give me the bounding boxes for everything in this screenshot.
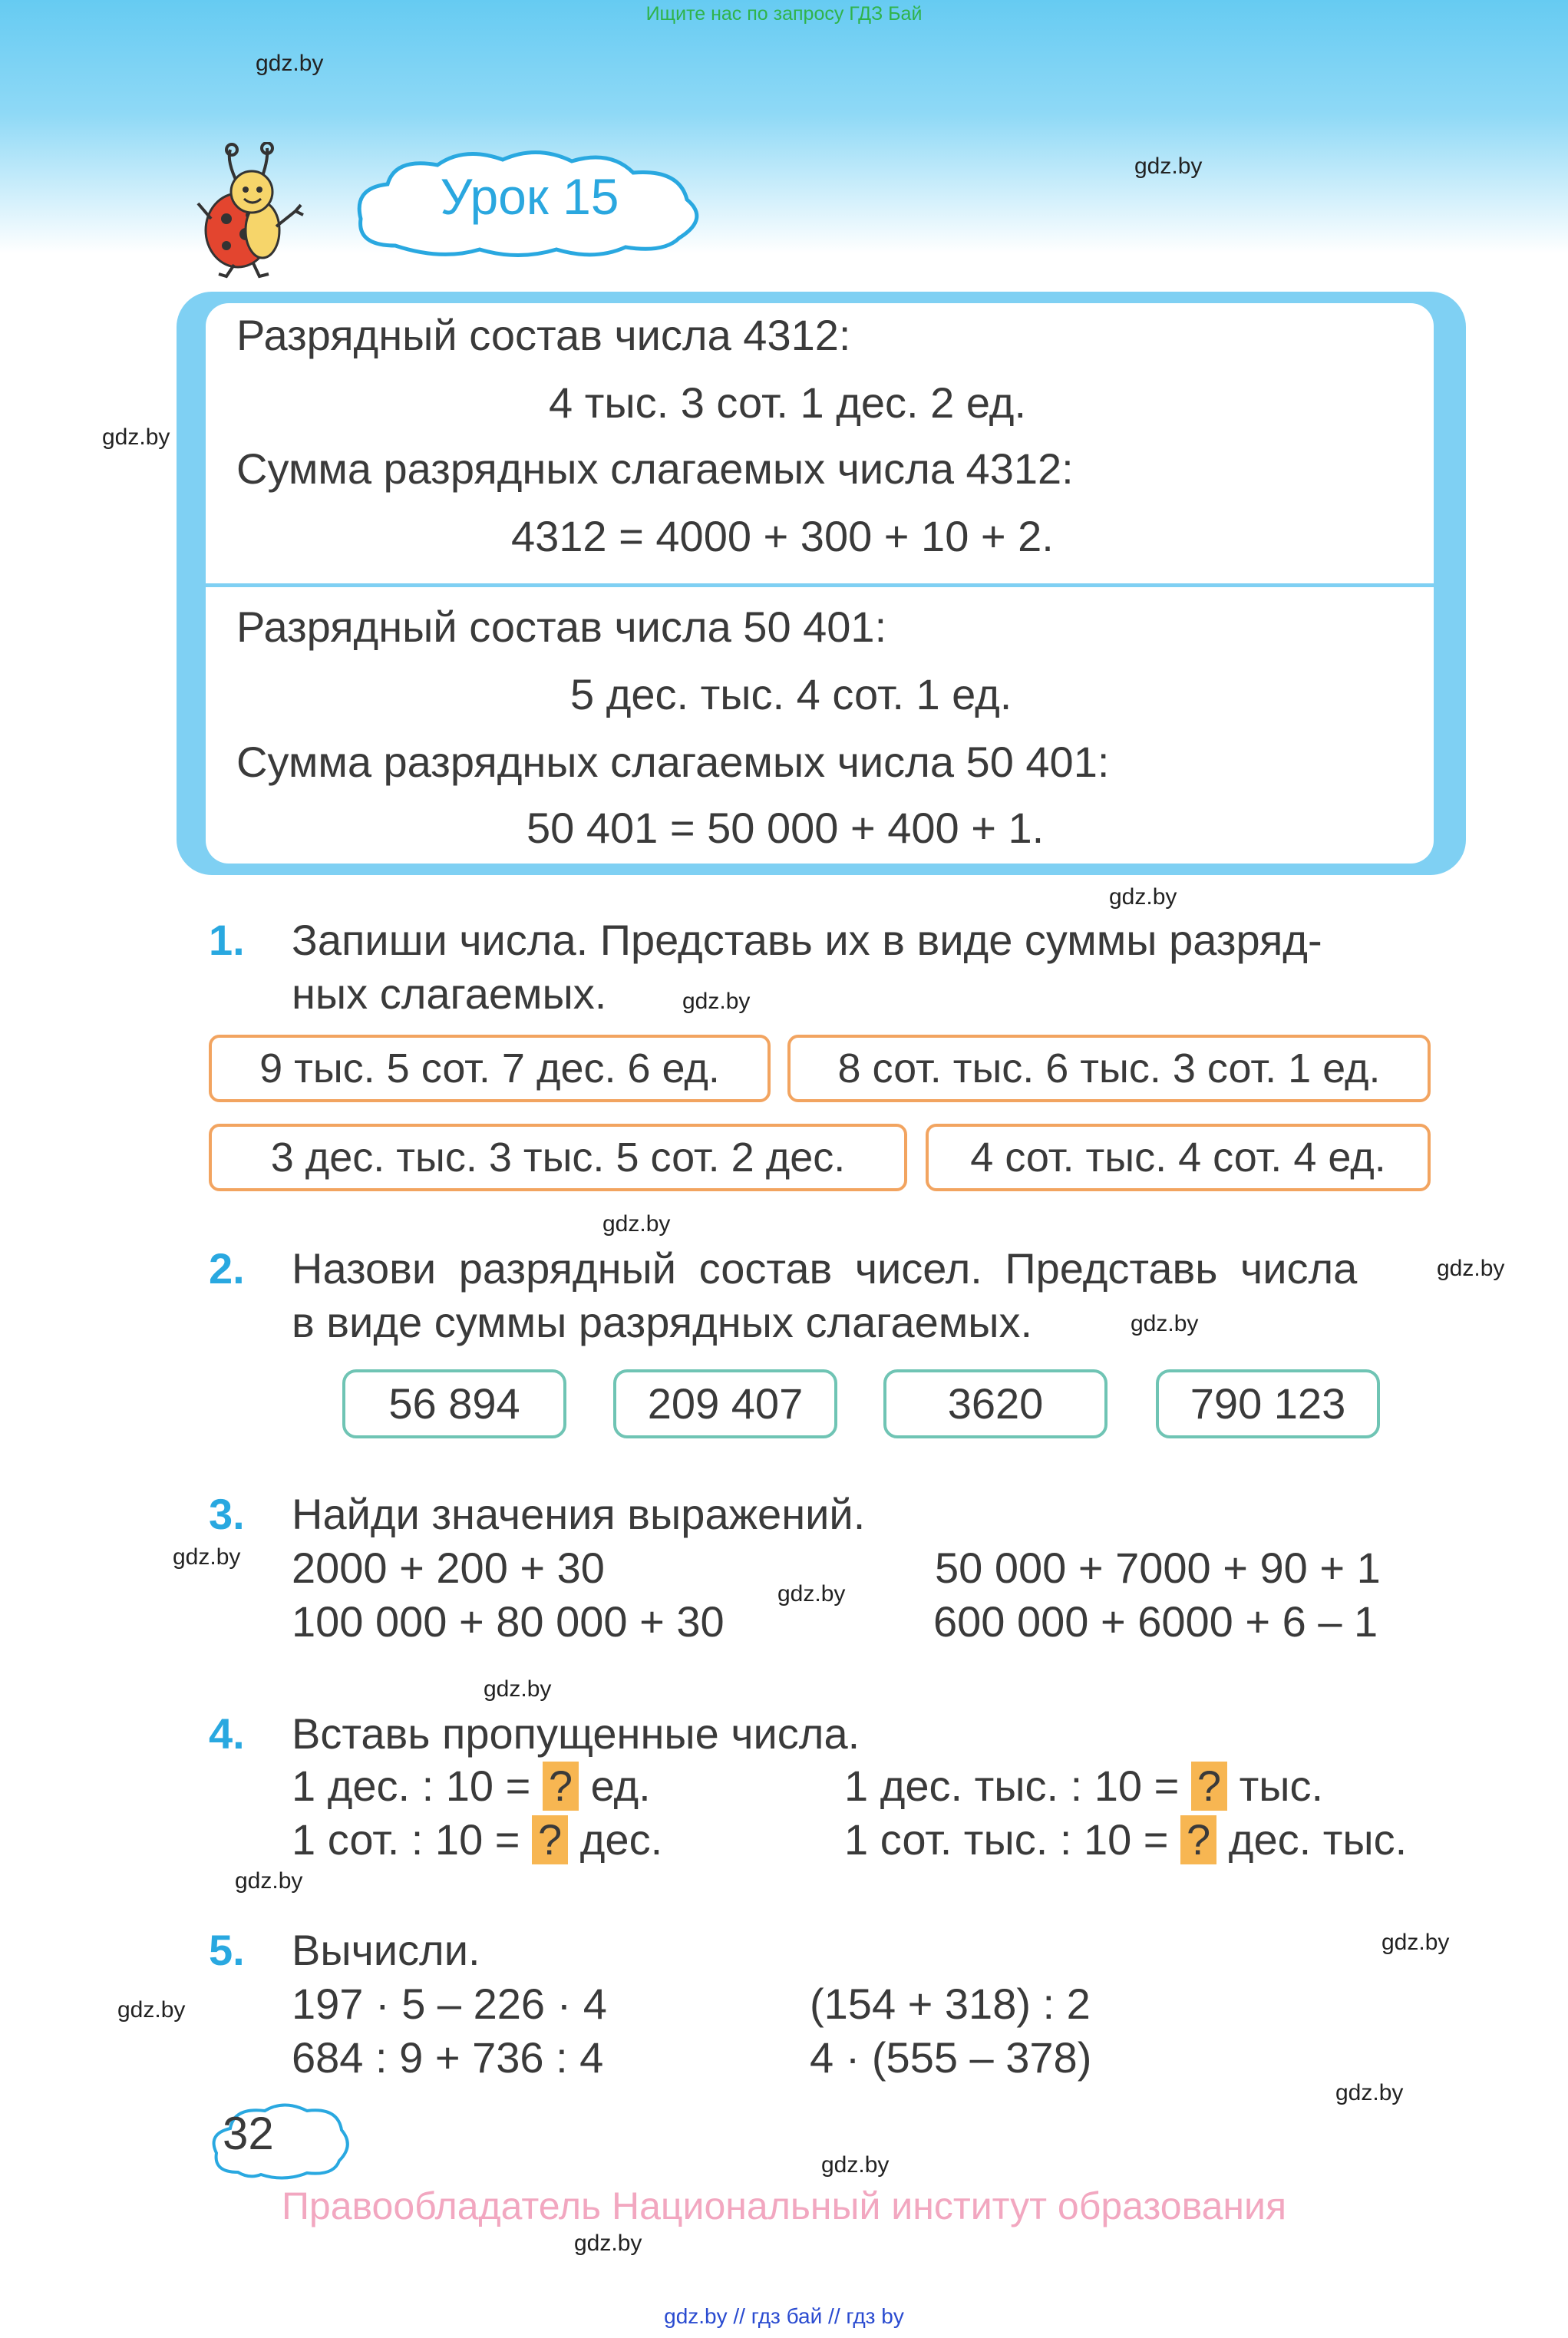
task-number: 5.	[209, 1926, 245, 1974]
task-number: 4.	[209, 1709, 245, 1758]
expression: 4 · (555 – 378)	[810, 2033, 1092, 2082]
missing-number-box[interactable]: ?	[532, 1815, 568, 1864]
theory-line: Сумма разрядных слагаемых числа 4312:	[236, 444, 1074, 493]
task-text: Найди значения выражений.	[292, 1490, 866, 1538]
footer-links[interactable]: gdz.by // гдз бай // гдз by	[664, 2304, 904, 2328]
watermark: gdz.by	[1381, 1930, 1450, 1955]
number-card: 3 дес. тыс. 3 тыс. 5 сот. 2 дес.	[209, 1124, 907, 1191]
watermark: gdz.by	[1437, 1256, 1505, 1281]
equation-unit: тыс.	[1227, 1762, 1324, 1810]
task-text: ных слагаемых.	[292, 969, 607, 1018]
expression: 2000 + 200 + 30	[292, 1544, 605, 1592]
ladybug-icon	[192, 142, 307, 280]
theory-line: Разрядный состав числа 50 401:	[236, 603, 887, 651]
expression: 684 : 9 + 736 : 4	[292, 2033, 604, 2082]
equation-left: 1 сот. тыс. : 10 =	[844, 1815, 1181, 1864]
equation	[844, 1815, 1407, 1864]
task-text: в виде суммы разрядных слагаемых.	[292, 1298, 1033, 1346]
theory-line: 5 дес. тыс. 4 сот. 1 ед.	[570, 670, 1012, 718]
watermark: gdz.by	[1335, 2080, 1404, 2105]
theory-line: 50 401 = 50 000 + 400 + 1.	[527, 804, 1045, 852]
watermark: gdz.by	[173, 1544, 241, 1570]
missing-number-box[interactable]: ?	[543, 1762, 579, 1811]
page-title: Урок 15	[440, 168, 619, 225]
equation-left: 1 сот. : 10 =	[292, 1815, 533, 1864]
number-card: 8 сот. тыс. 6 тыс. 3 сот. 1 ед.	[787, 1035, 1431, 1102]
task-text: Вставь пропущенные числа.	[292, 1709, 860, 1758]
equation-left: 1 дес. : 10 =	[292, 1762, 543, 1810]
task-number: 1.	[209, 916, 245, 964]
task-text: Запиши числа. Представь их в виде суммы разряд-	[292, 916, 1322, 964]
number-card: 9 тыс. 5 сот. 7 дес. 6 ед.	[209, 1035, 771, 1102]
page-number: 32	[223, 2108, 274, 2159]
task-number: 2.	[209, 1244, 245, 1293]
watermark: gdz.by	[235, 1868, 303, 1894]
theory-line: Разрядный состав числа 4312:	[236, 311, 851, 359]
expression: 100 000 + 80 000 + 30	[292, 1597, 725, 1646]
watermark: gdz.by	[682, 989, 751, 1014]
watermark: gdz.by	[602, 1211, 671, 1237]
missing-number-box[interactable]: ?	[1180, 1815, 1216, 1864]
expression: 600 000 + 6000 + 6 – 1	[933, 1597, 1378, 1646]
equation	[292, 1815, 662, 1864]
watermark: gdz.by	[1134, 154, 1203, 179]
watermark: gdz.by	[574, 2231, 642, 2256]
number-card: 3620	[883, 1369, 1108, 1438]
number-card: 209 407	[613, 1369, 837, 1438]
watermark: gdz.by	[117, 1997, 186, 2023]
watermark: gdz.by	[256, 51, 324, 76]
task-text: Назови разрядный состав чисел. Представь числа	[292, 1244, 1358, 1293]
missing-number-box[interactable]: ?	[1191, 1762, 1227, 1811]
number-card: 790 123	[1156, 1369, 1380, 1438]
theory-line: Сумма разрядных слагаемых числа 50 401:	[236, 738, 1110, 786]
expression: 197 · 5 – 226 · 4	[292, 1980, 607, 2028]
task-number: 3.	[209, 1490, 245, 1538]
number-card: 56 894	[342, 1369, 566, 1438]
equation-unit: ед.	[579, 1762, 651, 1810]
expression: 50 000 + 7000 + 90 + 1	[935, 1544, 1381, 1592]
watermark: gdz.by	[1131, 1311, 1199, 1336]
expression: (154 + 318) : 2	[810, 1980, 1091, 2028]
watermark: gdz.by	[821, 2152, 890, 2178]
watermark: gdz.by	[777, 1581, 846, 1607]
top-note[interactable]: Ищите нас по запросу ГДЗ Бай	[645, 3, 923, 25]
watermark: gdz.by	[484, 1676, 552, 1702]
copyright-notice: Правообладатель Национальный институт образования	[281, 2184, 1287, 2227]
equation	[844, 1761, 1323, 1811]
equation-unit: дес.	[568, 1815, 663, 1864]
watermark: gdz.by	[1109, 884, 1177, 910]
watermark: gdz.by	[102, 424, 170, 450]
task-text: Вычисли.	[292, 1926, 480, 1974]
theory-line: 4 тыс. 3 сот. 1 дес. 2 ед.	[549, 378, 1027, 427]
equation-left: 1 дес. тыс. : 10 =	[844, 1762, 1191, 1810]
equation-unit: дес. тыс.	[1216, 1815, 1408, 1864]
equation	[292, 1761, 651, 1811]
number-card: 4 сот. тыс. 4 сот. 4 ед.	[926, 1124, 1431, 1191]
theory-line: 4312 = 4000 + 300 + 10 + 2.	[511, 512, 1054, 560]
